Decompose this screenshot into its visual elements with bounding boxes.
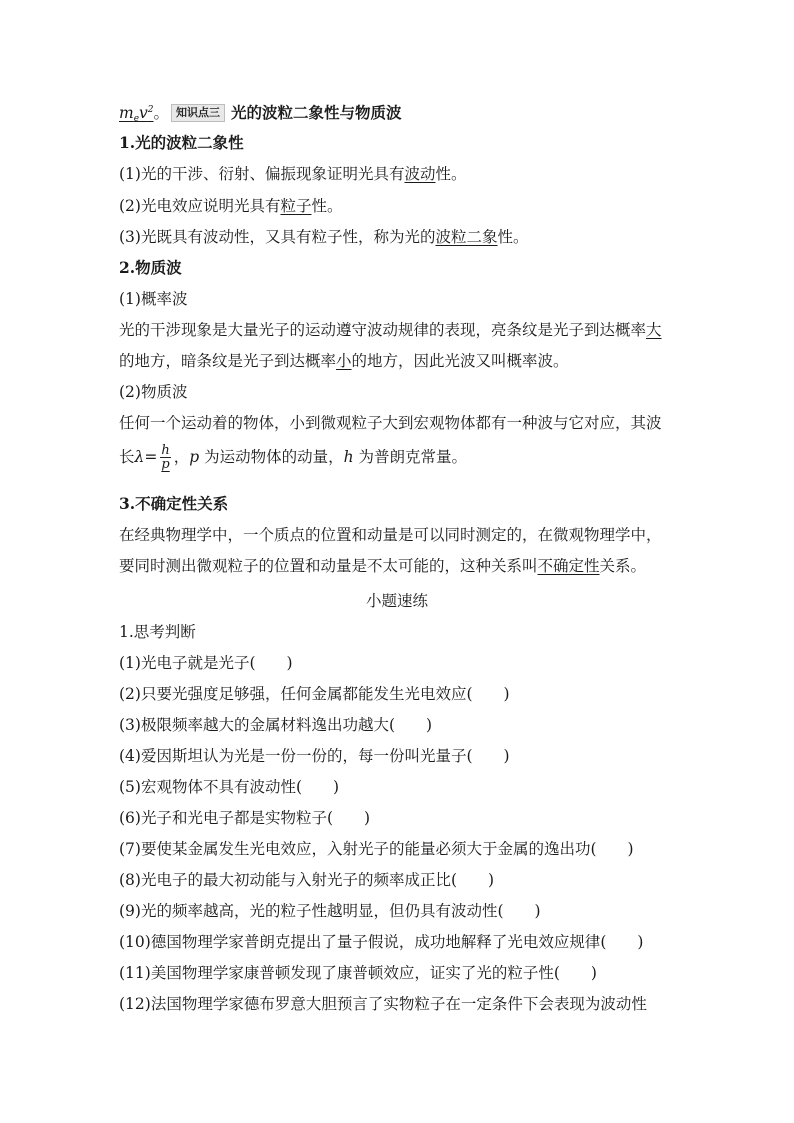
subheading: (2)物质波 <box>119 383 188 401</box>
list-item: (3)极限频率越大的金属材料逸出功越大( ) <box>119 716 433 734</box>
heading-uncertainty: 3.不确定性关系 <box>119 494 229 513</box>
knowledge-point-badge: 知识点三 <box>171 104 225 122</box>
formula-fragment: $m_ev^2$ <box>119 104 154 124</box>
section-title: 光的波粒二象性与物质波 <box>231 103 402 122</box>
paragraph: 的地方，暗条纹是光子到达概率小的地方，因此光波又叫概率波。 <box>119 352 569 370</box>
paragraph: (1)光的干涉、衍射、偏振现象证明光具有波动性。 <box>119 165 467 183</box>
paragraph: 光的干涉现象是大量光子的运动遵守波动规律的表现，亮条纹是光子到达概率大 <box>119 321 662 339</box>
heading-wave-particle: 1.光的波粒二象性 <box>119 133 244 152</box>
list-item: (6)光子和光电子都是实物粒子( ) <box>119 809 371 827</box>
list-item: (5)宏观物体不具有波动性( ) <box>119 778 340 796</box>
list-item: (2)只要光强度足够强，任何金属都能发生光电效应( ) <box>119 685 510 703</box>
practice-title: 小题速练 <box>365 592 428 610</box>
paragraph: 要同时测出微观粒子的位置和动量是不太可能的，这种关系叫不确定性关系。 <box>119 557 647 575</box>
practice-heading: 1.思考判断 <box>119 623 196 641</box>
section-header: $m_ev^2$。 知识点三 光的波粒二象性与物质波 <box>119 103 402 124</box>
paragraph: 任何一个运动着的物体，小到微观粒子大到宏观物体都有一种波与它对应，其波 <box>119 414 662 432</box>
list-item: (12)法国物理学家德布罗意大胆预言了实物粒子在一定条件下会表现为波动性 <box>119 995 647 1013</box>
list-item: (4)爱因斯坦认为光是一份一份的，每一份叫光量子( ) <box>119 747 510 765</box>
paragraph: 在经典物理学中，一个质点的位置和动量是可以同时测定的，在微观物理学中， <box>119 526 662 544</box>
list-item: (11)美国物理学家康普顿发现了康普顿效应，证实了光的粒子性( ) <box>119 964 597 982</box>
list-item: (1)光电子就是光子( ) <box>119 654 293 672</box>
subheading: (1)概率波 <box>119 290 188 308</box>
paragraph-formula: 长λ= $\frac{h}{p}$ ，p 为运动物体的动量，h 为普朗克常量。 <box>119 443 468 472</box>
list-item: (9)光的频率越高，光的粒子性越明显，但仍具有波动性( ) <box>119 902 541 920</box>
paragraph: (3)光既具有波动性，又具有粒子性，称为光的波粒二象性。 <box>119 228 529 246</box>
paragraph: (2)光电效应说明光具有粒子性。 <box>119 197 343 215</box>
list-item: (7)要使某金属发生光电效应，入射光子的能量必须大于金属的逸出功( ) <box>119 840 634 858</box>
wavelength-fraction: $\frac{h}{p}$ <box>161 443 170 472</box>
list-item: (10)德国物理学家普朗克提出了量子假说，成功地解释了光电效应规律( ) <box>119 933 644 951</box>
heading-matter-wave: 2.物质波 <box>119 258 182 277</box>
list-item: (8)光电子的最大初动能与入射光子的频率成正比( ) <box>119 871 495 889</box>
